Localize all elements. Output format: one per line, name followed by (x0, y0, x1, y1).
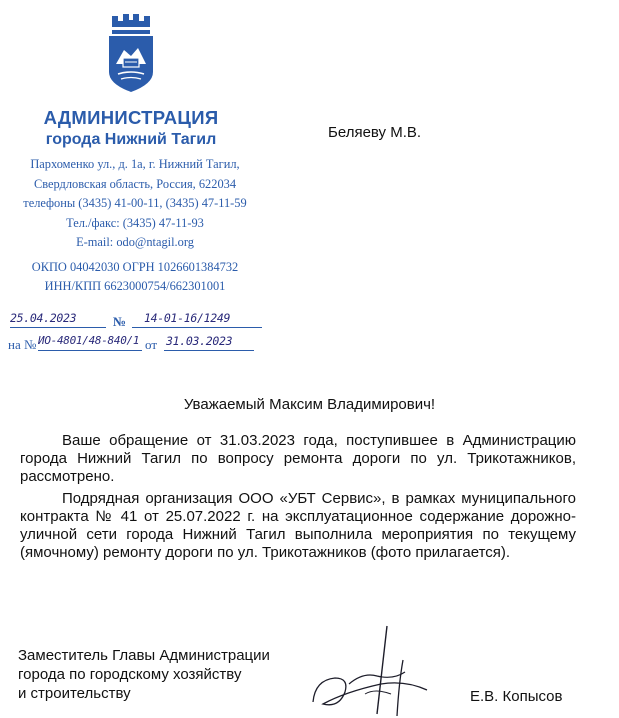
sender-title: АДМИНИСТРАЦИЯ (43, 107, 219, 128)
body-paragraph: Ваше обращение от 31.03.2023 года, поступившее в Администрацию города Нижний Тагил по вопросу ремонта дороги по ул. Трикотажников, рассмотрено. (20, 432, 576, 485)
fax: Тел./факс: (3435) 47-11-93 (66, 215, 204, 230)
inn-kpp: ИНН/КПП 6623000754/662301001 (44, 279, 226, 294)
position-line: Заместитель Главы Администрации (18, 647, 270, 664)
reference-number-line (8, 334, 262, 354)
ref-prefix: на № (8, 337, 37, 352)
position-line: и строительству (18, 685, 131, 702)
signatory-name: Е.В. Копысов (470, 688, 563, 705)
phones: телефоны (3435) 41-00-11, (3435) 47-11-59 (23, 196, 247, 210)
sender-subtitle: города Нижний Тагил (45, 131, 217, 148)
outgoing-number-line (10, 311, 262, 331)
sender-registration-codes (0, 258, 270, 296)
outgoing-number: 14-01-16/1249 (144, 311, 231, 325)
ref-number: ИО-4801/48-840/1 (38, 334, 140, 347)
signatory-position (18, 646, 270, 703)
handwritten-signature-icon (305, 622, 435, 718)
number-label: № (113, 314, 127, 329)
greeting: Уважаемый Максим Владимирович! (183, 396, 436, 413)
position-line: города по городскому хозяйству (18, 666, 242, 683)
email: E-mail: odo@ntagil.org (76, 235, 194, 249)
address-line: Свердловская область, Россия, 622034 (33, 176, 237, 191)
ref-from-label: от (145, 337, 158, 352)
city-coat-of-arms-icon (106, 12, 156, 94)
recipient: Беляеву М.В. (328, 124, 422, 141)
outgoing-date: 25.04.2023 (10, 311, 77, 325)
address-line: Пархоменко ул., д. 1а, г. Нижний Тагил, (30, 157, 240, 171)
ref-date: 31.03.2023 (166, 334, 233, 348)
okpo-ogrn: ОКПО 04042030 ОГРН 1026601384732 (31, 260, 239, 274)
sender-address (0, 155, 270, 253)
body-paragraph: Подрядная организация ООО «УБТ Сервис», в рамках муниципального контракта № 41 от 25.07.2022 г. на эксплуатационное содержание дорожно-уличной сети города Нижний Тагил выполнила мероприятия по текущему (ямочному) ремонту дороги по ул. Трикотажников (фото прилагается). (20, 490, 576, 561)
